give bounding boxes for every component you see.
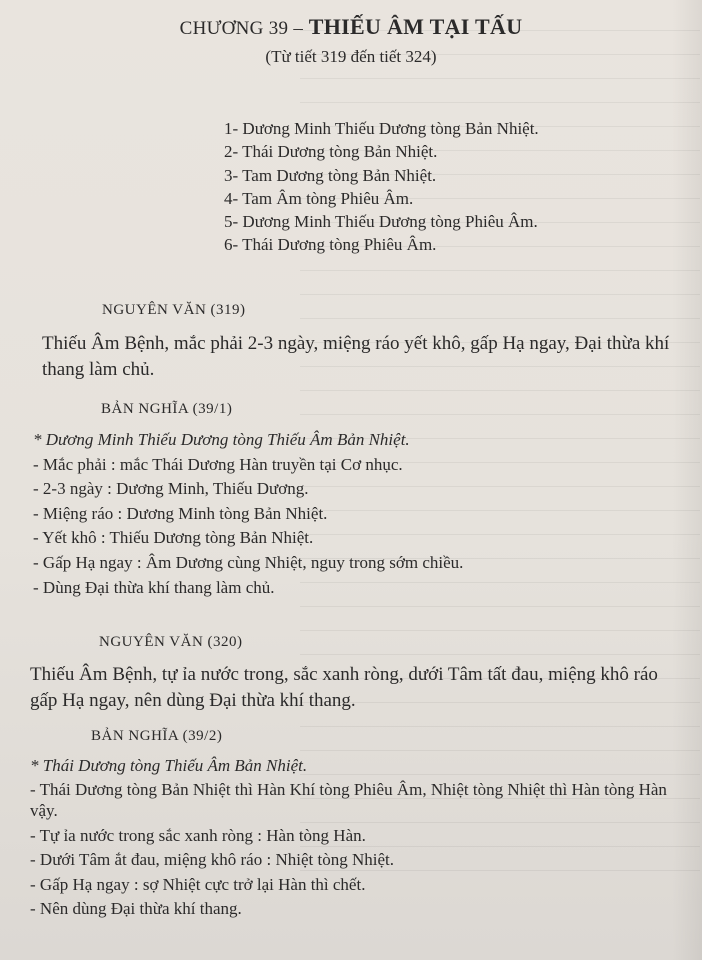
- chapter-outline: [224, 117, 539, 257]
- outline-item: 6- Thái Dương tòng Phiêu Âm.: [224, 235, 437, 255]
- chapter-name: THIẾU ÂM TẠI TẤU: [308, 14, 523, 39]
- original-text-heading: NGUYÊN VĂN (320): [99, 634, 243, 650]
- commentary-line: - Dưới Tâm ắt đau, miệng khô ráo : Nhiệt tòng Nhiệt.: [30, 850, 394, 869]
- outline-item: 2- Thái Dương tòng Bản Nhiệt.: [224, 142, 438, 162]
- outline-item: 1- Dương Minh Thiếu Dương tòng Bản Nhiệt.: [224, 119, 539, 138]
- outline-item: 3- Tam Dương tòng Bản Nhiệt.: [224, 165, 437, 185]
- commentary-line: * Dương Minh Thiếu Dương tòng Thiếu Âm Bản Nhiệt.: [33, 430, 410, 449]
- commentary-line: - Miệng ráo : Dương Minh tòng Bản Nhiệt.: [33, 503, 328, 523]
- commentary-line: - Yết khô : Thiếu Dương tòng Bản Nhiệt.: [33, 528, 314, 548]
- commentary-line: - Dùng Đại thừa khí thang làm chủ.: [33, 577, 275, 597]
- commentary-line: - Nên dùng Đại thừa khí thang.: [30, 899, 242, 918]
- outline-item: 5- Dương Minh Thiếu Dương tòng Phiêu Âm.: [224, 212, 538, 232]
- chapter-number: CHƯƠNG 39 –: [179, 18, 304, 39]
- commentary-line: * Thái Dương tòng Thiếu Âm Bản Nhiệt.: [30, 756, 308, 775]
- commentary-line: - Tự ỉa nước trong sắc xanh ròng : Hàn tòng Hàn.: [30, 825, 366, 845]
- original-text: Thiếu Âm Bệnh, mắc phải 2-3 ngày, miệng ráo yết khô, gấp Hạ ngay, Đại thừa khí thang làm chủ.: [42, 333, 670, 380]
- commentary-list: [30, 754, 685, 922]
- commentary-line: - Gấp Hạ ngay : sợ Nhiệt cực trở lại Hàn thì chết.: [30, 874, 366, 894]
- commentary-heading: BẢN NGHĨA (39/2): [91, 728, 223, 744]
- chapter-range: (Từ tiết 319 đến tiết 324): [265, 47, 437, 66]
- commentary-heading: BẢN NGHĨA (39/1): [101, 401, 233, 417]
- commentary-line: - Gấp Hạ ngay : Âm Dương cùng Nhiệt, nguy trong sớm chiều.: [33, 552, 464, 572]
- outline-item: 4- Tam Âm tòng Phiêu Âm.: [224, 188, 414, 208]
- commentary-line: - 2-3 ngày : Dương Minh, Thiếu Dương.: [33, 479, 309, 499]
- commentary-line: - Thái Dương tòng Bản Nhiệt thì Hàn Khí tòng Phiêu Âm, Nhiệt tòng Nhiệt thì Hàn tòng Hàn vậy.: [30, 779, 667, 820]
- chapter-title: [0, 14, 702, 40]
- original-text-heading: NGUYÊN VĂN (319): [102, 302, 246, 318]
- original-text: Thiếu Âm Bệnh, tự ỉa nước trong, sắc xanh ròng, dưới Tâm tất đau, miệng khô ráo gấp Hạ ngay, nên dùng Đại thừa khí thang.: [30, 664, 658, 711]
- commentary-line: - Mắc phải : mắc Thái Dương Hàn truyền tại Cơ nhục.: [33, 454, 403, 474]
- commentary-list: [33, 428, 463, 600]
